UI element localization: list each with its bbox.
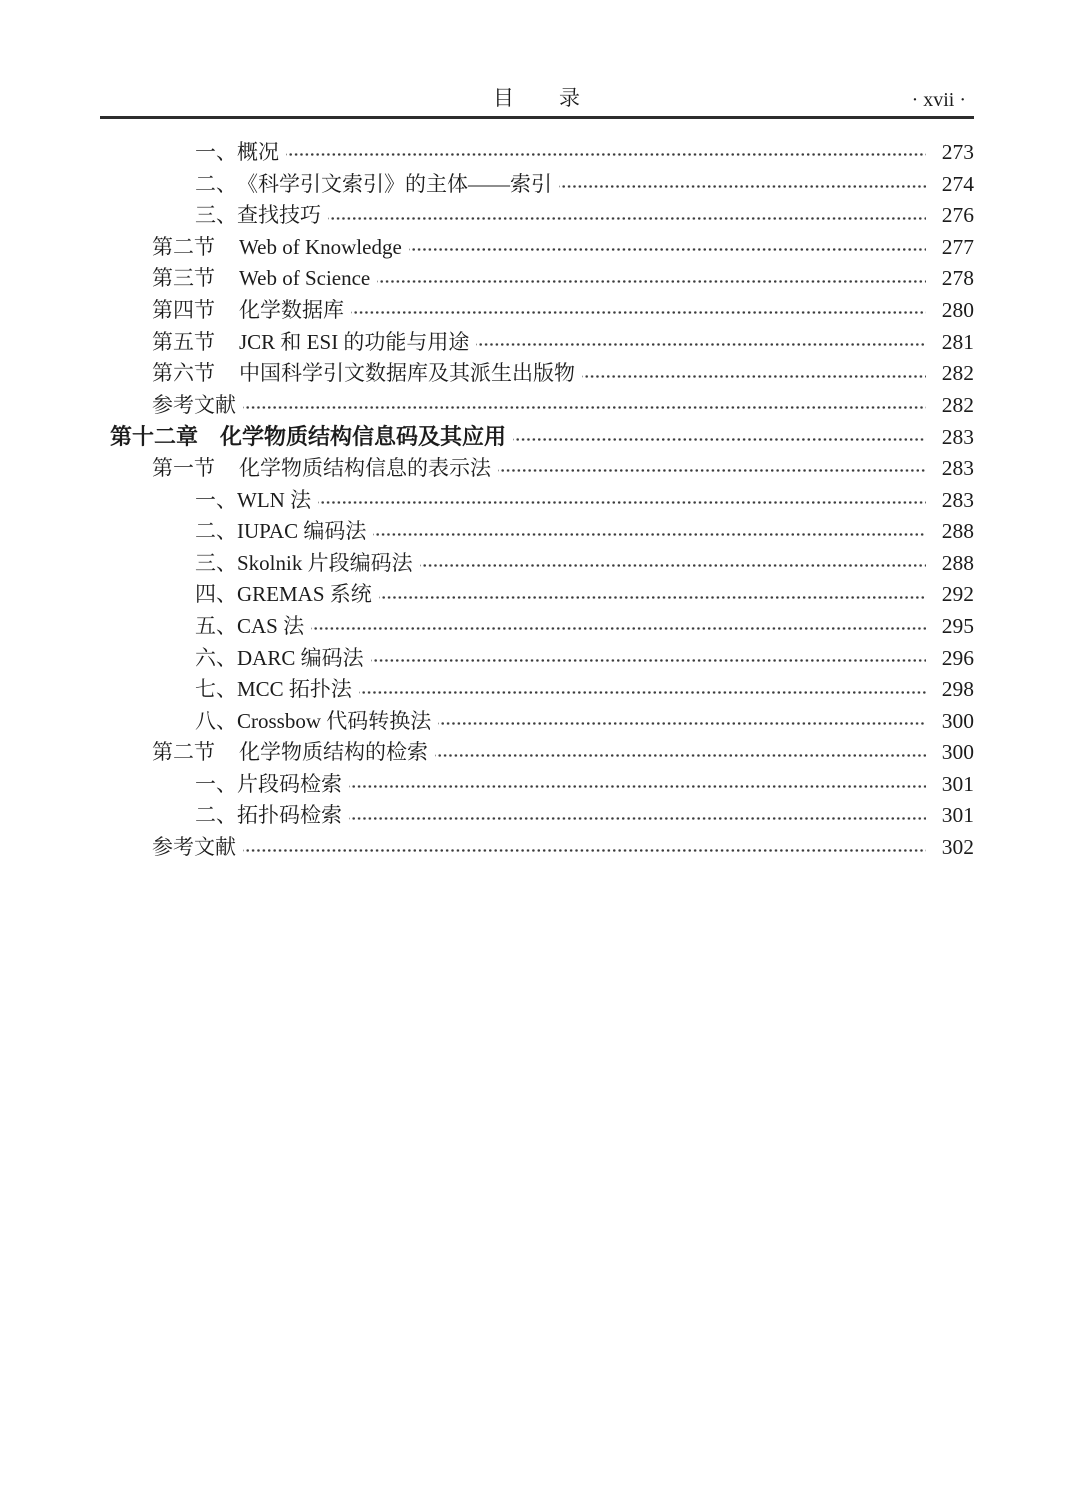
toc-row (100, 390, 974, 422)
dot-leader (359, 674, 926, 706)
toc-row (100, 327, 974, 359)
toc-entry-label: 第二节 (152, 234, 215, 259)
toc-page-number: 295 (941, 613, 974, 638)
toc-entry-title: GREMAS 系统 (237, 582, 372, 607)
toc-row (100, 643, 974, 675)
toc-entry-label: 第五节 (152, 329, 215, 354)
toc-entry-label: 第二节 (152, 740, 215, 765)
dot-leader (351, 295, 926, 327)
toc-entry-label: 一、 (195, 487, 237, 512)
toc-row (100, 485, 974, 517)
dot-leader (243, 832, 926, 864)
dot-leader (243, 390, 926, 422)
toc-row (100, 611, 974, 643)
dot-leader (409, 232, 926, 264)
toc-page-number: 298 (941, 677, 974, 702)
toc-page-number: 280 (941, 297, 974, 322)
toc-page-number: 273 (941, 140, 974, 164)
toc-entry-title: Web of Science (239, 266, 371, 291)
toc-page-number: 282 (941, 361, 974, 386)
toc-entry-label: 第四节 (152, 297, 215, 322)
toc-entry-label: 五、 (195, 613, 237, 638)
page-content (100, 84, 974, 864)
dot-leader (438, 706, 926, 738)
toc-entry-title: IUPAC 编码法 (237, 519, 367, 544)
toc-row (100, 832, 974, 864)
toc-page-number: 288 (941, 519, 974, 544)
toc-page-number: 283 (941, 487, 974, 512)
toc-entry-title: Web of Knowledge (239, 234, 402, 259)
toc-row (100, 137, 974, 169)
toc-entry-label: 六、 (195, 645, 237, 670)
toc-entry-label: 七、 (195, 677, 237, 702)
toc-entry-title: 片段码检索 (237, 771, 342, 796)
toc-entry-label: 三、 (195, 550, 237, 575)
toc-entry-label: 第六节 (152, 361, 215, 386)
toc-entry-title: 化学物质结构信息码及其应用 (220, 424, 507, 450)
dot-leader (371, 643, 926, 675)
toc-entry-title: WLN 法 (237, 487, 312, 512)
toc-entry-title: 中国科学引文数据库及其派生出版物 (239, 361, 575, 386)
dot-leader (379, 579, 926, 611)
toc-entry-label: 三、 (195, 203, 237, 228)
toc-entry-title: JCR 和 ESI 的功能与用途 (239, 329, 470, 354)
toc-row (100, 516, 974, 548)
toc-page-number: 292 (941, 582, 974, 607)
folio-number: · xvii · (911, 89, 966, 111)
toc-entry-label: 第一节 (152, 455, 215, 480)
toc-entry-label: 参考文献 (152, 835, 236, 860)
toc-entry-label: 一、 (195, 140, 237, 164)
toc-entry-label: 参考文献 (152, 392, 236, 417)
toc-row (100, 358, 974, 390)
toc-entry-title: DARC 编码法 (237, 645, 364, 670)
header-divider (100, 116, 974, 119)
toc-row (100, 453, 974, 485)
toc-entry-label: 一、 (195, 771, 237, 796)
toc-page-number: 281 (941, 329, 974, 354)
toc-row (100, 737, 974, 769)
toc-entry-label: 八、 (195, 708, 237, 733)
dot-leader (377, 263, 926, 295)
toc-entry-title: 《科学引文索引》的主体——索引 (237, 171, 552, 196)
toc-row (100, 169, 974, 201)
dot-leader (311, 611, 926, 643)
toc-row (100, 295, 974, 327)
dot-leader (318, 485, 926, 517)
toc-entry-label: 第三节 (152, 266, 215, 291)
dot-leader (349, 800, 926, 832)
toc-entry-title: Crossbow 代码转换法 (237, 708, 432, 733)
toc-page-number: 282 (941, 392, 974, 417)
dot-leader (476, 327, 926, 359)
toc-entry-title: 化学物质结构的检索 (239, 740, 428, 765)
toc-row (100, 769, 974, 801)
toc-page-number: 301 (941, 771, 974, 796)
toc-page-number: 278 (941, 266, 974, 291)
toc-page-number: 277 (941, 234, 974, 259)
toc-entry-title: 化学数据库 (239, 297, 344, 322)
toc-page-number: 288 (941, 550, 974, 575)
toc-page-number: 296 (941, 645, 974, 670)
toc-row (100, 579, 974, 611)
toc-entry-label: 四、 (195, 582, 237, 607)
dot-leader (328, 200, 926, 232)
toc-row (100, 800, 974, 832)
dot-leader (373, 516, 926, 548)
toc-page-number: 276 (941, 203, 974, 228)
toc-entry-label: 二、 (195, 803, 237, 828)
toc-row (100, 200, 974, 232)
toc-row (100, 706, 974, 738)
toc-entry-title: CAS 法 (237, 613, 305, 638)
toc-page-number: 283 (941, 425, 974, 450)
dot-leader (435, 737, 926, 769)
toc-page-number: 300 (941, 708, 974, 733)
toc-page-number: 301 (941, 803, 974, 828)
dot-leader (559, 169, 926, 201)
toc-row (100, 232, 974, 264)
toc-entry-title: 概况 (237, 140, 279, 164)
dot-leader (498, 453, 926, 485)
toc-page-number: 283 (941, 455, 974, 480)
toc-entry-title: 化学物质结构信息的表示法 (239, 455, 491, 480)
toc-entry-label: 第十二章 (110, 424, 199, 450)
toc-entry-title: Skolnik 片段编码法 (237, 550, 413, 575)
toc-list (100, 137, 974, 864)
toc-page-number: 274 (941, 171, 974, 196)
toc-row (100, 674, 974, 706)
toc-entry-title: 查找技巧 (237, 203, 321, 228)
toc-entry-label: 二、 (195, 171, 237, 196)
dot-leader (582, 358, 926, 390)
dot-leader (349, 769, 926, 801)
page-title: 目 录 (493, 86, 581, 110)
toc-page-number: 300 (941, 740, 974, 765)
toc-page-number: 302 (941, 835, 974, 860)
dot-leader (420, 548, 926, 580)
dot-leader (513, 421, 926, 453)
toc-entry-title: MCC 拓扑法 (237, 677, 352, 702)
toc-entry-label: 二、 (195, 519, 237, 544)
dot-leader (286, 137, 926, 169)
toc-row (100, 263, 974, 295)
toc-entry-title: 拓扑码检索 (237, 803, 342, 828)
toc-row (100, 548, 974, 580)
running-head (100, 84, 974, 116)
toc-row (100, 421, 974, 453)
